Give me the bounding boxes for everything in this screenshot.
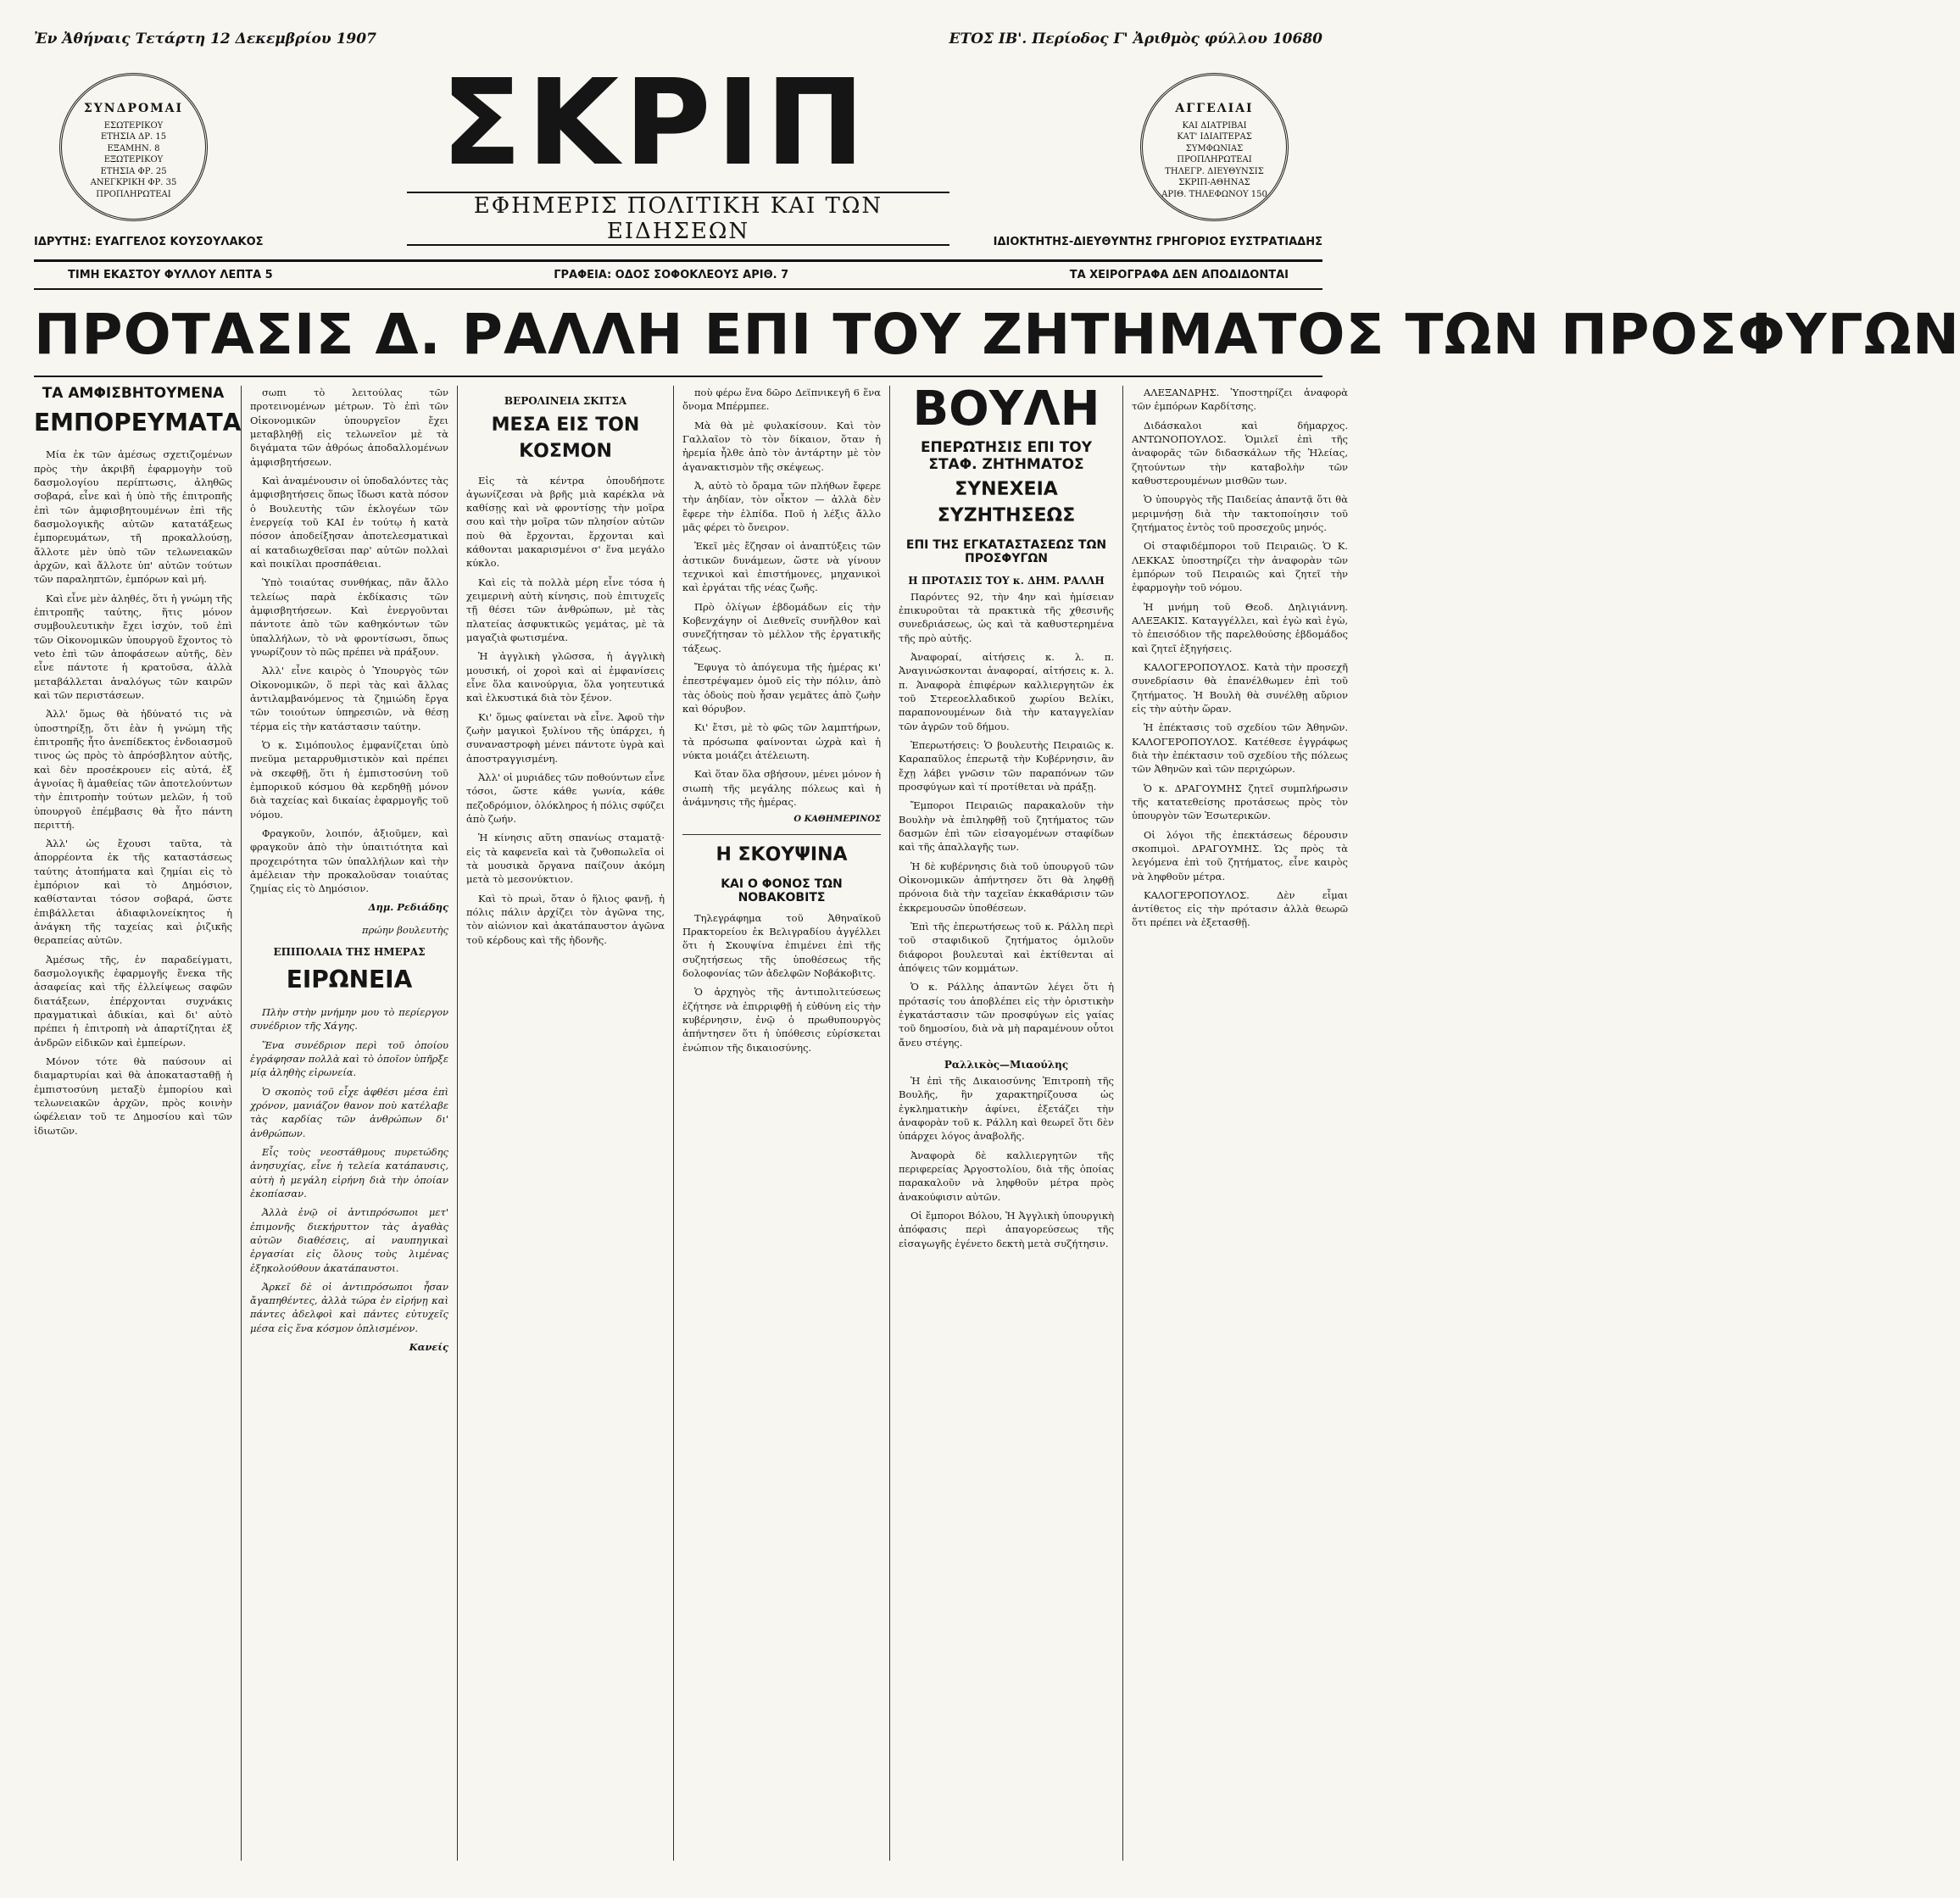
article-paragraph: Ἀρκεῖ δὲ οἱ ἀντιπρόσωποι ἦσαν ἄγαπηθέντες, ἀλλὰ τώρα ἐν εἰρήνῃ καὶ πάντες ἀδελφοὶ καὶ πάντες εὐτυχεῖς μέσα εἰς ἕνα κόσμον ὁπλισμένον. [250,1280,448,1334]
article-paragraph: Ἕνα συνέδριον περὶ τοῦ ὁποίου ἐγράφησαν πολλὰ καὶ τὸ ὁποῖον ὑπῆρξε μίᾳ ἀληθὴς εἰρωνεία. [250,1038,448,1079]
article-paragraph: Καὶ τὸ πρωὶ, ὅταν ὁ ἥλιος φανῇ, ἡ πόλις πάλιν ἀρχίζει τὸν ἀγῶνα της, τὸν αἰώνιον καὶ ἀκατάπαυστον ἀγῶνα τοῦ κέρδους καὶ τῆς ἡδονῆς. [466,892,665,946]
article-kicker: ΕΠΕΡΩΤΗΣΙΣ ΕΠΙ ΤΟΥ ΣΤΑΦ. ΖΗΤΗΜΑΤΟΣ [920,439,1093,473]
article-paragraph: Οἱ ἔμποροι Βόλου, Ἡ Ἀγγλικὴ ὑπουργικὴ ἀπόφασις περὶ ἀπαγορεύσεως τῆς εἰσαγωγῆς ἐγένετο δεκτὴ μετὰ συζήτησιν. [899,1209,1114,1250]
article-paragraph: Ὁ κ. Ράλλης ἀπαντῶν λέγει ὅτι ἡ πρότασίς του ἀποβλέπει εἰς τὴν ὁριστικὴν ἐγκατάστασιν τῶν προσφύγων εἰς γαίας τοῦ δημοσίου, διὰ νὰ μὴ παραμένουν οὗτοι ἄνευ στέγης. [899,981,1114,1049]
article-paragraph: Διδάσκαλοι καὶ δήμαρχος. ΑΝΤΩΝΟΠΟΥΛΟΣ. Ὁμιλεῖ ἐπὶ τῆς ἀναφορᾶς τῶν διδασκάλων τῆς Ἠλείας, ζητούντων τὴν καταβολὴν τῶν καθυστερουμένων μισθῶν των. [1132,419,1348,487]
article-paragraph: Ἡ κίνησις αὕτη σπανίως σταματᾷ· εἰς τὰ καφενεῖα καὶ τὰ ζυθοπωλεῖα οἱ τὰ μουσικὰ ὄργανα παίζουν ἀκόμη μετὰ τὸ μεσονύκτιον. [466,832,665,886]
column-1 [34,386,242,1861]
column-6 [1132,386,1356,1861]
article-paragraph: σωπι τὸ λειτούλας τῶν προτεινομένων μέτρων. Τὸ ἐπὶ τῶν Οἰκονομικῶν ὑπουργεῖον ἔχει μεταβληθῇ εἰς τελωνεῖον μὲ τὰ διγάματα τῶν ἀθρόως ἀποδαλλομένων ἀμφισβητήσεων. [250,387,448,468]
article-paragraph: Πλὴν στὴν μνήμην μου τὸ περίεργον συνέδριον τῆς Χάγης. [250,1005,448,1032]
article-paragraph: ΚΑΛΟΓΕΡΟΠΟΥΛΟΣ. Κατὰ τὴν προσεχῆ συνεδρίασιν θὰ ἐπανέλθωμεν ἐπὶ τοῦ ζητήματος. Ἡ Βουλὴ θὰ συνέλθῃ αὔριον εἰς τὴν αὐτὴν ὥραν. [1132,660,1348,715]
article-paragraph: Ἀλλὰ ἐνῷ οἱ ἀντιπρόσωποι μετ' ἐπιμονῆς διεκήρυττον τὰς ἀγαθὰς αὐτῶν διαθέσεις, αἱ ναυπηγικαὶ ἐργασίαι εἰς ὅλους τοὺς λιμένας ἐξηκολούθουν ἀκατάπαυστοι. [250,1206,448,1274]
column-2 [250,386,458,1861]
issue-date: Ἐν Ἀθήναις Τετάρτη 12 Δεκεμβρίου 1907 [34,31,376,47]
seal-line: ΣΥΜΦΩΝΙΑΣ [1185,143,1244,153]
author-note: πρώην βουλευτὴς [362,923,448,936]
column-4 [682,386,890,1861]
article-paragraph: Ὁ σκοπὸς τοῦ εἶχε ἀφθέσι μέσα ἐπὶ χρόνον, μανιάζον θανον ποὺ κατέλαβε τὰς καρδίας τῶν ἀνθρώπων δι' ἀνθρώπων. [250,1085,448,1139]
author-signature: Κανείς [409,1341,448,1354]
article-paragraph: Ὁ ἀρχηγὸς τῆς ἀντιπολιτεύσεως ἐζήτησε νὰ ἐπιρριφθῇ ἡ εὐθύνη εἰς τὴν κυβέρνησιν, ἐνῷ ὁ πρωθυπουργὸς ἀπήντησεν ὅτι ἡ ὑπόθεσις εὑρίσκεται ἐνώπιον τῆς δικαιοσύνης. [682,986,881,1054]
seal-line: ΕΣΩΤΕΡΙΚΟΥ [103,120,164,131]
article-title: ΕΜΠΟΡΕΥΜΑΤΑ [34,408,242,437]
article-paragraph: Κι' ὅμως φαίνεται νὰ εἶνε. Ἀφοῦ τὴν ζωὴν μαγικοὶ ξυλίνου τῆς ὑπάρχει, ἡ συναναστροφὴ μένει πάντοτε ὑγρὰ καὶ ἀποστραγγισμένη. [466,710,665,765]
article-title: ΜΕΣΑ ΕΙΣ ΤΟΝ ΚΟΣΜΟΝ [491,415,640,463]
article-paragraph: Καὶ ὅταν ὅλα σβήσουν, μένει μόνον ἡ σιωπὴ τῆς μεγάλης πόλεως καὶ ἡ ἀνάμνησις τῆς ἡμέρας. [682,768,881,808]
director-line: ΙΔΙΟΚΤΗΤΗΣ-ΔΙΕΥΘΥΝΤΗΣ ΓΡΗΓΟΡΙΟΣ ΕΥΣΤΡΑΤΙΑΔΗΣ [993,236,1322,248]
subscription-seal [59,73,208,221]
article-paragraph: Ἡ μνήμη τοῦ Θεοδ. Δηλιγιάννη. ΑΛΕΞΑΚΙΣ. Καταγγέλλει, καὶ ἐγὼ καὶ ἐγὼ, τὸ ἐπεισόδιον τῆς παρελθούσης ἑβδομάδος καὶ ζητεῖ ἐξηγήσεις. [1132,600,1348,654]
article-paragraph: Ἐκεῖ μὲς ἔζησαν οἱ ἀναπτύξεις τῶν ἀστικῶν δυνάμεων, ὥστε νὰ γίνουν τεχνικοὶ καὶ ἐπιστήμονες, μηχανικοὶ καὶ ἐργάται τῆς νέας ζωῆς. [682,540,881,594]
article-paragraph: Ἀ, αὐτὸ τὸ ὄραμα τῶν πλήθων ἔφερε τὴν ἀηδίαν, τὸν οἶκτον — ἀλλὰ δὲν ἔφερε τὴν ἐλπίδα. Ποῦ ἡ λέξις ἄλλο μᾶς φέρει τὸ ὄνειρον. [682,479,881,533]
article-paragraph: ΑΛΕΞΑΝΔΡΗΣ. Ὑποστηρίζει ἀναφορὰ τῶν ἐμπόρων Καρδίτσης. [1132,387,1348,413]
manuscripts-notice: ΤΑ ΧΕΙΡΟΓΡΑΦΑ ΔΕΝ ΑΠΟΔΙΔΟΝΤΑΙ [1069,269,1289,281]
article-paragraph: Καὶ ἀναμένουσιν οἱ ὑποδαλόντες τὰς ἀμφισβητήσεις ὅπως ἴδωσι κατὰ πόσον ὁ Βουλευτὴς τῶν ἐκλογέων τῶν ἐνεργείᾳ τοῦ ΚΑΙ ἐν τούτῳ ἡ κατὰ πόσον ἀποδείξησαν ἀποτελεσματικαὶ αἱ καταδιωχθεῖσαι παρ' αὐτῶν πολλαὶ καὶ ποικίλαι προσπάθειαι. [250,474,448,570]
article-paragraph: Ἐπὶ τῆς ἐπερωτήσεως τοῦ κ. Ράλλη περὶ τοῦ σταφιδικοῦ ζητήματος ὁμιλοῦν διάφοροι βουλευταὶ καὶ ἐκτίθενται αἱ ἀπόψεις τῶν κομμάτων. [899,921,1114,974]
article-paragraph: Μόνον τότε θὰ παύσουν αἱ διαμαρτυρίαι καὶ θὰ ἀποκατασταθῇ ἡ ἐμπιστοσύνη μεταξὺ ἐμπορίου καὶ τελωνειακῶν ἀρχῶν, πρὸς κοινὴν ὠφέλειαν τοῦ τε Δημοσίου καὶ τῶν ἰδιωτῶν. [34,1055,232,1137]
issue-number: ΕΤΟΣ ΙΒ'. Περίοδος Γ' Ἀριθμὸς φύλλου 10680 [949,31,1322,47]
article-paragraph: Οἱ λόγοι τῆς ἐπεκτάσεως δέρουσιν σκοπιμοὶ. ΔΡΑΓΟΥΜΗΣ. Ὡς πρὸς τὰ λεγόμενα ἐπὶ τοῦ ζητήματος, εἶνε καιρὸς νὰ ληφθοῦν μέτρα. [1132,828,1348,882]
article-paragraph: Καὶ εἰς τὰ πολλὰ μέρη εἶνε τόσα ἡ χειμερινὴ αὐτὴ κίνησις, ποὺ ἐπιτυχεῖς τῇ θέσει τῶν ἀνθρώπων, μὲ τὰς πλατείας ἀσφυκτικῶς γεμάτας, μὲ τὰ μαγαζιὰ φωτισμένα. [466,576,665,644]
article-paragraph: Καὶ εἶνε μὲν ἀληθές, ὅτι ἡ γνώμη τῆς ἐπιτροπῆς ταύτης, ἥτις μόνον συμβουλευτικὴν ἔχει ἰσχύν, τοῦ ἐπὶ τῶν Οἰκονομικῶν ὑπουργοῦ ἔχοντος τὸ veto ἐπὶ τῶν ἀποφάσεων αὐτῆς, δὲν εἶνε πάντοτε ἡ κρατοῦσα, ἀλλὰ μεταβάλλεται ἀναλόγως τῶν καιρῶν καὶ τῶν περιστάσεων. [34,592,232,701]
article-subtitle: ΕΠΙ ΤΗΣ ΕΓΚΑΤΑΣΤΑΣΕΩΣ ΤΩΝ ΠΡΟΣΦΥΓΩΝ [905,537,1107,565]
article-paragraph: ΚΑΛΟΓΕΡΟΠΟΥΛΟΣ. Δὲν εἶμαι ἀντίθετος εἰς τὴν πρότασιν ἀλλὰ θεωρῶ ὅτι πρέπει νὰ ἐξετασθῇ. [1132,888,1348,929]
seal-line: ΕΤΗΣΙΑ ΦΡ. 25 [100,166,167,176]
parliament-title: ΒΟΥΛΗ [912,381,1100,437]
article-paragraph: Οἱ σταφιδέμποροι τοῦ Πειραιῶς. Ὁ Κ. ΛΕΚΚΑΣ ὑποστηρίζει τὴν ἀναφορὰν τῶν ἐμπόρων τοῦ Πειραιῶς καὶ ζητεῖ τὴν ἐφαρμογὴν τοῦ νόμου. [1132,540,1348,594]
seal-line: ΕΤΗΣΙΑ ΔΡ. 15 [100,132,167,142]
author-signature: Ο ΚΑΘΗΜΕΡΙΝΟΣ [793,815,881,825]
advertising-seal [1140,73,1289,221]
article-paragraph: Ἀλλ' εἶνε καιρὸς ὁ Ὑπουργὸς τῶν Οἰκονομικῶν, ὅ περὶ τὰς καὶ ἄλλας ἀντιλαμβανόμενος τὰ ζημιώδη ἔργα τῶν τοιούτων ὑπηρεσιῶν, νὰ θέσῃ τέρμα εἰς τὴν κατάστασιν ταύτην. [250,665,448,732]
article-paragraph: Ὁ κ. Σιμόπουλος ἐμφανίζεται ὑπὸ πνεῦμα μεταρρυθμιστικὸν καὶ πρέπει νὰ σκεφθῇ, ὅτι ἡ ἐμπιστοσύνη τοῦ ἐμπορικοῦ κόσμου θὰ κερδηθῇ μόνον διὰ ταχείας καὶ δικαίας ἐφαρμογῆς τοῦ νόμου. [250,738,448,821]
main-headline: ΠΡΟΤΑΣΙΣ Δ. ΡΑΛΛΗ ΕΠΙ ΤΟΥ ΖΗΤΗΜΑΤΟΣ ΤΩΝ ΠΡΟΣΦΥΓΩΝ [34,290,1322,377]
article-paragraph: Ἡ δὲ κυβέρνησις διὰ τοῦ ὑπουργοῦ τῶν Οἰκονομικῶν ἀπήντησεν ὅτι θὰ ληφθῇ πρόνοια διὰ τὴν ταχεῖαν ἐκκαθάρισιν τῶν ἐκκρεμουσῶν ὑποθέσεων. [899,860,1114,914]
article-paragraph: Ἀλλ' ὅμως θὰ ἠδύνατό τις νὰ ὑποστηρίξῃ, ὅτι ἐὰν ἡ γνώμη τῆς ἐπιτροπῆς ἦτο ἀνεπίδεκτος ἐνδοιασμοῦ τινος ὡς πρὸς τὸ ἀπρόσβλητον αὐτῆς, καὶ δὲν προσέκρουεν εἰς αὐτά, ἐξ ἀγνοίας ἢ ἀμαθείας τῶν ἀποτελούντων τὴν ἐπιτροπὴν τούτων μελῶν, ἡ τοῦ ὑπουργοῦ ἐπέμβασις θὰ ἦτο πάντη περιττή. [34,708,232,831]
seal-line: ΣΚΡΙΠ-ΑΘΗΝΑΣ [1178,178,1250,188]
article-paragraph: Ἡ ἀγγλικὴ γλῶσσα, ἡ ἀγγλικὴ μουσική, οἱ χοροὶ καὶ αἱ ἐμφανίσεις εἶνε ὅλα καινούργια, ὅλα γοητευτικά καὶ ἐλκυστικά διὰ τὸν ξένον. [466,650,665,704]
article-paragraph: Ἡ ἐπέκτασις τοῦ σχεδίου τῶν Ἀθηνῶν. ΚΑΛΟΓΕΡΟΠΟΥΛΟΣ. Κατέθεσε ἐγγράφως διὰ τὴν ἐπέκτασιν τοῦ σχεδίου τῆς πόλεως τῶν Ἀθηνῶν καὶ τῶν περιχώρων. [1132,721,1348,776]
article-title: Η ΣΚΟΥΨΙΝΑ [682,834,881,868]
author-signature: Δημ. Ρεδιάδης [368,901,448,914]
article-paragraph: Ἀλλ' οἱ μυριάδες τῶν ποθούντων εἶνε τόσοι, ὥστε κάθε γωνία, κάθε πεζοδρόμιον, ὁλόκληρος ἡ πόλις σφύζει ἀπὸ ζωήν. [466,771,665,826]
seal-line: ΕΞΑΜΗΝ. 8 [107,143,160,153]
article-paragraph: Ἀναφορὰ δὲ καλλιεργητῶν τῆς περιφερείας Ἀργοστολίου, διὰ τῆς ὁποίας παρακαλοῦν νὰ ληφθοῦν μέτρα πρὸς ἀνακούφισιν αὐτῶν. [899,1149,1114,1203]
seal-line: ΠΡΟΠΛΗΡΩΤΕΑΙ [96,189,171,199]
article-paragraph: Φραγκοῦν, λοιπόν, ἀξιοῦμεν, καὶ φραγκοῦν ἀπὸ τὴν ὑπαιτιότητα καὶ προχειρότητα τῶν ὑπαλλήλων καὶ τὴν ἀμέλειαν τὴν προκαλοῦσαν τοιαύτας ζημίας εἰς τὸ Δημόσιον. [250,827,448,895]
article-paragraph: Ἐπερωτήσεις: Ὁ βουλευτὴς Πειραιῶς κ. Καραπαῦλος ἐπερωτᾷ τὴν Κυβέρνησιν, ἂν ἔχῃ λάβει γνῶσιν τῶν παραπόνων τῶν προσφύγων καὶ τί προτίθεται νὰ πράξῃ. [899,739,1114,793]
seal-title: ΑΓΓΕΛΙΑΙ [1175,102,1254,115]
masthead [34,47,1322,262]
newspaper-subtitle: ΕΦΗΜΕΡΙΣ ΠΟΛΙΤΙΚΗ ΚΑΙ ΤΩΝ ΕΙΔΗΣΕΩΝ [407,192,949,246]
article-paragraph: Ὁ κ. ΔΡΑΓΟΥΜΗΣ ζητεῖ συμπλήρωσιν τῆς κατατεθείσης προτάσεως πρὸς τὸν ὑπουργὸν τῶν Ἐσωτερικῶν. [1132,782,1348,822]
article-paragraph: Μία ἐκ τῶν ἀμέσως σχετιζομένων πρὸς τὴν ἀκριβῆ ἐφαρμογὴν τοῦ δασμολογίου περίπτωσις, ἀληθῶς σοβαρά, εἶνε καὶ ἡ ὑπὸ τῆς ἐπιτροπῆς ἐπὶ τῶν ἀμφισβητουμένων ἐπὶ τῆς δασμολογικῆς αὐτῶν κατατάξεως ἐμπορευμάτων, τῆ προκαλλούσῃ, ἄλλοτε μὲν ὑπὸ τῶν τελωνειακῶν ἀρχῶν, καὶ ἄλλοτε ὑπ' αὐτῶν τούτων τῶν παραληπτῶν, ἐμπόρων καὶ μή. [34,448,232,586]
seal-line: ΚΑΙ ΔΙΑΤΡΙΒΑΙ [1182,120,1247,131]
article-paragraph: Παρόντες 92, τὴν 4ην καὶ ἡμίσειαν ἐπικυροῦται τὰ πρακτικὰ τῆς χθεσινῆς συνεδριάσεως, ὡς καὶ τὰ καθυστερημένα τῆς πρὸ αὐτῆς. [899,590,1114,644]
seal-line: ΠΡΟΠΛΗΡΩΤΕΑΙ [1177,155,1252,165]
section-rubric: Ραλλικὸς—Μιαούλης [944,1058,1069,1071]
seal-title: ΣΥΝΔΡΟΜΑΙ [83,102,184,115]
article-paragraph: Εἶς τοὺς νεοστάθμους πυρετώδης ἀνησυχίας, εἶνε ἡ τελεία κατάπαυσις, αὐτὴ ἡ μεγάλη εἰρήνη διὰ τὴν ὁποίαν ἐκοπίασαν. [250,1145,448,1199]
office-address: ΓΡΑΦΕΙΑ: ΟΔΟΣ ΣΟΦΟΚΛΕΟΥΣ ΑΡΙΘ. 7 [554,269,789,281]
article-paragraph: Ὁ ὑπουργὸς τῆς Παιδείας ἀπαντᾷ ὅτι θὰ μεριμνήσῃ διὰ τὴν τακτοποίησιν τοῦ ζητήματος ἐντὸς τοῦ προσεχοῦς μηνός. [1132,493,1348,533]
newspaper-page [34,24,1960,1846]
article-paragraph: Κι' ἔτσι, μὲ τὸ φῶς τῶν λαμπτήρων, τὰ πρόσωπα φαίνονται ὠχρὰ καὶ ἡ νύκτα μοιάζει ἀτέλειωτη. [682,721,881,761]
founder-line: ΙΔΡΥΤΗΣ: ΕΥΑΓΓΕΛΟΣ ΚΟΥΣΟΥΛΑΚΟΣ [34,236,264,248]
section-rubric: ΕΠΙΠΟΛΑΙΑ ΤΗΣ ΗΜΕΡΑΣ [273,946,426,959]
article-kicker: ΤΑ ΑΜΦΙΣΒΗΤΟΥΜΕΝΑ [42,385,225,402]
article-paragraph: Μὰ θὰ μὲ φυλακίσουν. Καὶ τὸν Γαλλαῖον τὸ τὸν δίκαιον, ὅταν ἡ ἠρεμία ἦλθε ἀπὸ τὸν ἀντάρτην μὲ τὸν ἀγανακτισμὸν τῆς σκέψεως. [682,419,881,473]
seal-line: ΤΗΛΕΓΡ. ΔΙΕΥΘΥΝΣΙΣ [1165,166,1264,176]
seal-line: ΕΞΩΤΕΡΙΚΟΥ [103,155,164,165]
newspaper-logo: ΣΚΡΙΠ [441,54,870,192]
article-paragraph: Πρὸ ὀλίγων ἑβδομάδων εἰς τὴν Κοβενχάγην οἱ Διεθνεῖς συνῆλθον καὶ συνεζήτησαν τὸ μέλλον τῆς ἐργατικῆς τάξεως. [682,600,881,654]
article-paragraph: Ἀλλ' ὡς ἔχουσι ταῦτα, τὰ ἀπορρέοντα ἐκ τῆς καταστάσεως ταύτης ἀτοπήματα καὶ ζημίαι εἰς τὸ ἐμπόριον καὶ τὸ Δημόσιον, καθίστανται τόσον σοβαρά, ὥστε ἐπιβάλλεται ἀδιαφιλονείκητος ἡ ἀνάγκη τῆς ταχείας καὶ ῥιζικῆς θεραπείας αὐτῶν. [34,838,232,947]
article-paragraph: Ἡ ἐπὶ τῆς Δικαιοσύνης Ἐπιτροπὴ τῆς Βουλῆς, ἣν χαρακτηρίζουσα ὡς ἐγκληματικὴν ἀφίνει, ἐξετάζει τὴν ἀναφορὰν τοῦ κ. Ράλλη καὶ θεωρεῖ ὅτι δὲν ὑπάρχει λόγος ἀναβολῆς. [899,1074,1114,1143]
article-title: ΣΥΝΕΧΕΙΑ ΣΥΖΗΤΗΣΕΩΣ [937,479,1076,527]
article-paragraph: Ἔμποροι Πειραιῶς παρακαλοῦν τὴν Βουλὴν νὰ ἐπιληφθῇ τοῦ ζητήματος τῶν δασμῶν ἐπὶ τῶν εἰσαγομένων σταφίδων καὶ τῆς ἀπαλλαγῆς των. [899,799,1114,854]
article-paragraph: Ὑπὸ τοιαύτας συνθήκας, πᾶν ἄλλο τελείως παρὰ ἐκδίκασις τῶν ἀμφισβητήσεων. Καὶ ἐνεργοῦνται πάντοτε ἀπὸ τῶν καθηκόντων τῶν ὑπαλλήλων, τὸ νὰ φροντίσωσι, ὅπως γνωρίζουν τὸ πῶς πρέπει νὰ πράξουν. [250,576,448,658]
article-paragraph: Ἔφυγα τὸ ἀπόγευμα τῆς ἡμέρας κι' ἐπεστρέψαμεν ὁμοῦ εἰς τὴν πόλιν, ἀπὸ τὰς ὁδοὺς ποὺ ἦσαν γεμᾶτες ἀπὸ ζωὴν καὶ θόρυβον. [682,660,881,715]
article-title: ΕΙΡΩΝΕΙΑ [286,966,413,994]
article-paragraph: ποὺ φέρω ἕνα δῶρο Δεϊπνικεγῆ 6 ἕνα ὄνομα Μπέρμπεε. [682,387,881,413]
article-columns [34,377,1348,1861]
seal-line: ΑΡΙΘ. ΤΗΛΕΦΩΝΟΥ 150 [1161,189,1267,199]
column-3 [466,386,674,1861]
info-bar [34,262,1322,290]
article-subtitle: ΚΑΙ Ο ΦΟΝΟΣ ΤΩΝ ΝΟΒΑΚΟΒΙΤΣ [721,877,843,904]
dateline [34,24,1322,47]
article-paragraph: Τηλεγράφημα τοῦ Ἀθηναϊκοῦ Πρακτορείου ἐκ Βελιγραδίου ἀγγέλλει ὅτι ἡ Σκουψίνα ἐπιμένει ἐπὶ τῆς συζητήσεως τῆς ὑποθέσεως τῆς δολοφονίας τῶν ἀδελφῶν Νοβάκοβιτς. [682,911,881,980]
article-paragraph: Ἀναφοραί, αἰτήσεις κ. λ. π. Ἀναγινώσκονται ἀναφοραί, αἰτήσεις κ. λ. π. Ἀναφορὰ ἐπιφέρων καλλιεργητῶν ἐκ τοῦ Στερεοελλαδικοῦ χωρίου Βελίκι, παραπονουμένων διὰ τὴν καταγγελίαν τῶν ἀγρῶν τοῦ δήμου. [899,651,1114,732]
seal-line: ΚΑΤ' ΙΔΙΑΙΤΕΡΑΣ [1177,132,1252,142]
article-paragraph: Ἀμέσως τῆς, ἐν παραδείγματι, δασμολογικῆς ἐφαρμογῆς ἕνεκα τῆς ἀσαφείας καὶ τῆς ἐλλείψεως σαφῶν διατάξεων, ἐπέρχονται συχνάκις πραγματικαὶ ἀδικίαι, καὶ δι' αὐτὸ πρέπει ἡ ἐπιτροπὴ νὰ ἀπαρτίζηται ἐξ ἀνδρῶν εἰδικῶν καὶ ἐμπείρων. [34,953,232,1049]
section-rubric: Η ΠΡΟΤΑΣΙΣ ΤΟΥ κ. ΔΗΜ. ΡΑΛΛΗ [908,574,1105,587]
article-paragraph: Εἰς τὰ κέντρα ὁπουδήποτε ἀγωνίζεσαι νὰ βρῆς μιὰ καρέκλα νὰ καθίσῃς καὶ νὰ φροντίσῃς τὴν μοῖρα σου καὶ τὴν μοῖρα τῶν πλησίον αὐτῶν ποὺ θὰ ἔρχονται, ἔρχονται καὶ κάθονται μακαρισμένοι σ' ἕνα μεγάλο κύκλο. [466,474,665,570]
seal-line: ΑΝΕΓΚΡΙΚΗ ΦΡ. 35 [90,178,177,188]
column-5 [899,381,1123,1861]
price: ΤΙΜΗ ΕΚΑΣΤΟΥ ΦΥΛΛΟΥ ΛΕΠΤΑ 5 [68,269,273,281]
section-rubric: ΒΕΡΟΛΙΝΕΙΑ ΣΚΙΤΣΑ [504,395,627,407]
